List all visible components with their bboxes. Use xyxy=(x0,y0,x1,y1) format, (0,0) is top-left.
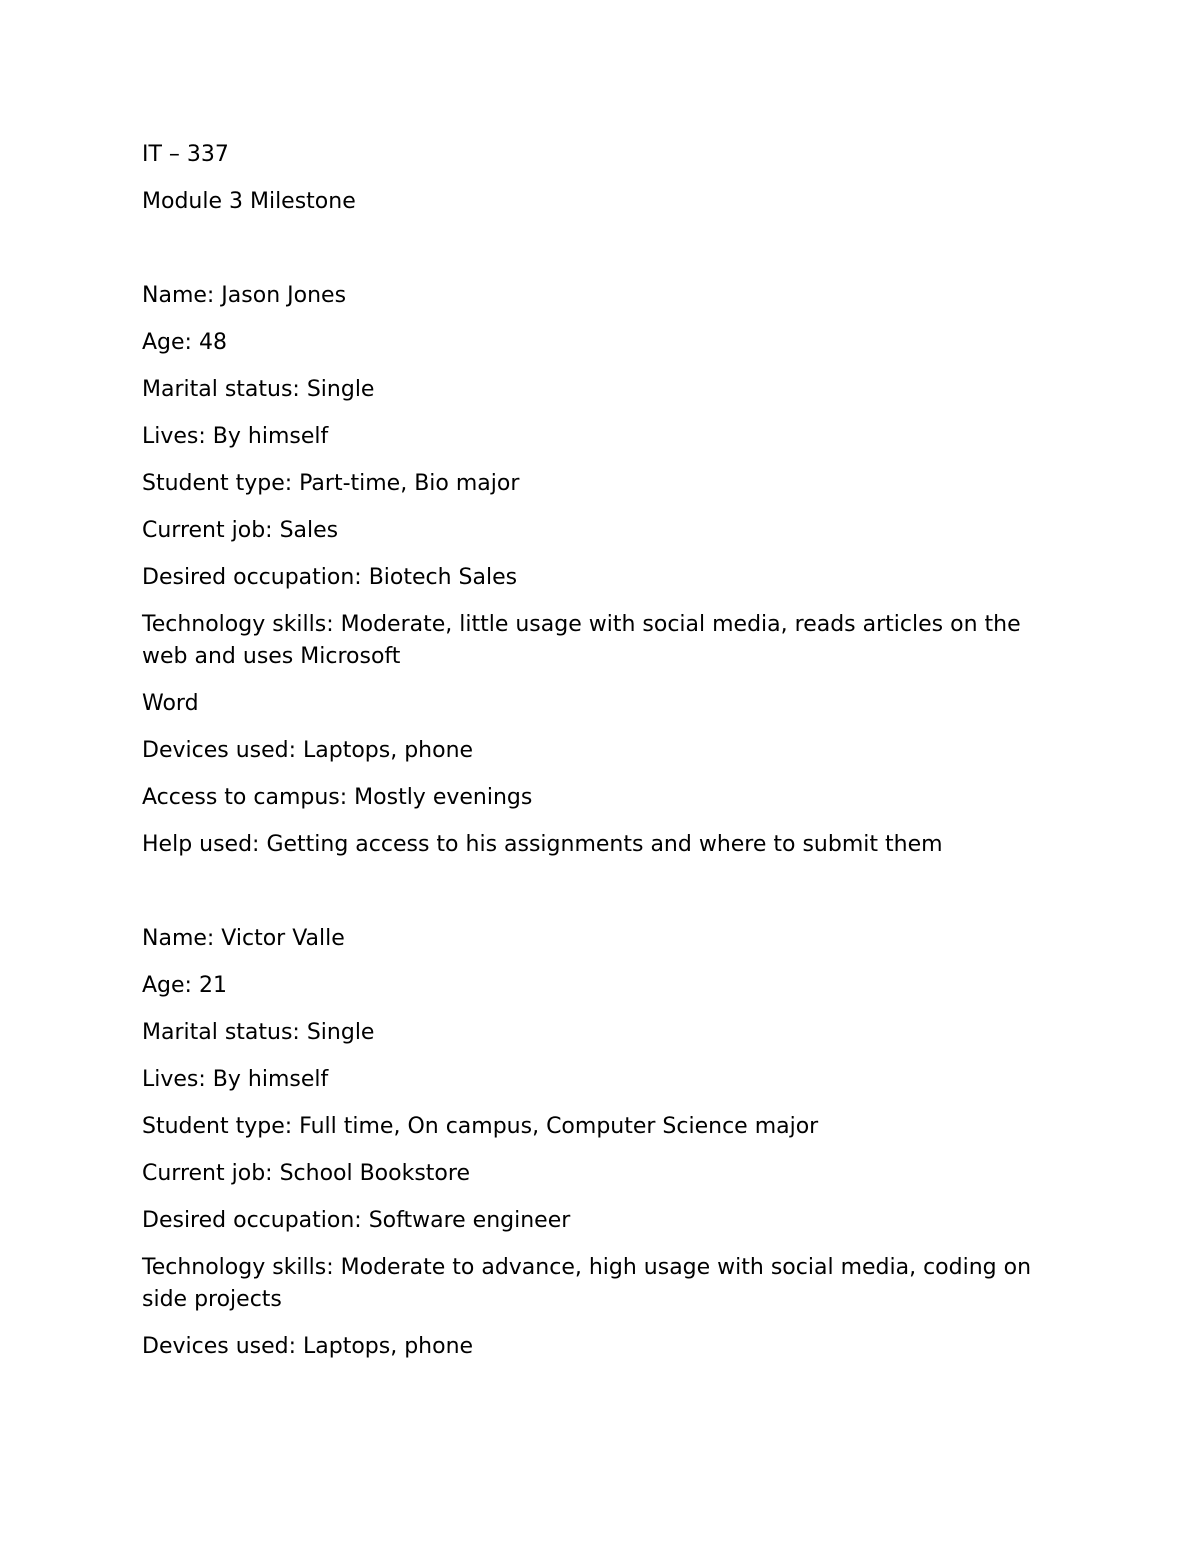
persona-victor-valle xyxy=(142,923,1072,1363)
persona-marital-status: Marital status: Single xyxy=(142,377,375,402)
persona-jason-jones xyxy=(142,280,1072,861)
persona-name: Name: Jason Jones xyxy=(142,283,347,308)
persona-current-job: Current job: School Bookstore xyxy=(142,1161,470,1186)
persona-access-to-campus: Access to campus: Mostly evenings xyxy=(142,785,533,810)
persona-name: Name: Victor Valle xyxy=(142,926,345,951)
section-spacer xyxy=(142,233,1072,280)
persona-desired-occupation: Desired occupation: Software engineer xyxy=(142,1208,571,1233)
persona-student-type: Student type: Full time, On campus, Computer Science major xyxy=(142,1114,819,1139)
persona-age: Age: 48 xyxy=(142,330,227,355)
persona-technology-skills-continued: Word xyxy=(142,691,199,716)
persona-devices-used: Devices used: Laptops, phone xyxy=(142,738,474,763)
persona-desired-occupation: Desired occupation: Biotech Sales xyxy=(142,565,518,590)
persona-help-used: Help used: Getting access to his assignments and where to submit them xyxy=(142,832,943,857)
persona-technology-skills: Technology skills: Moderate to advance, high usage with social media, coding on side projects xyxy=(142,1255,1032,1312)
persona-age: Age: 21 xyxy=(142,973,227,998)
persona-lives: Lives: By himself xyxy=(142,424,329,449)
section-spacer xyxy=(142,876,1072,923)
document-body xyxy=(142,139,1072,1378)
assignment-title: Module 3 Milestone xyxy=(142,189,356,214)
persona-devices-used: Devices used: Laptops, phone xyxy=(142,1334,474,1359)
persona-lives: Lives: By himself xyxy=(142,1067,329,1092)
persona-marital-status: Marital status: Single xyxy=(142,1020,375,1045)
course-code: IT – 337 xyxy=(142,142,229,167)
persona-current-job: Current job: Sales xyxy=(142,518,339,543)
persona-student-type: Student type: Part-time, Bio major xyxy=(142,471,520,496)
persona-technology-skills: Technology skills: Moderate, little usage with social media, reads articles on the web and uses Microsoft xyxy=(142,612,1021,669)
